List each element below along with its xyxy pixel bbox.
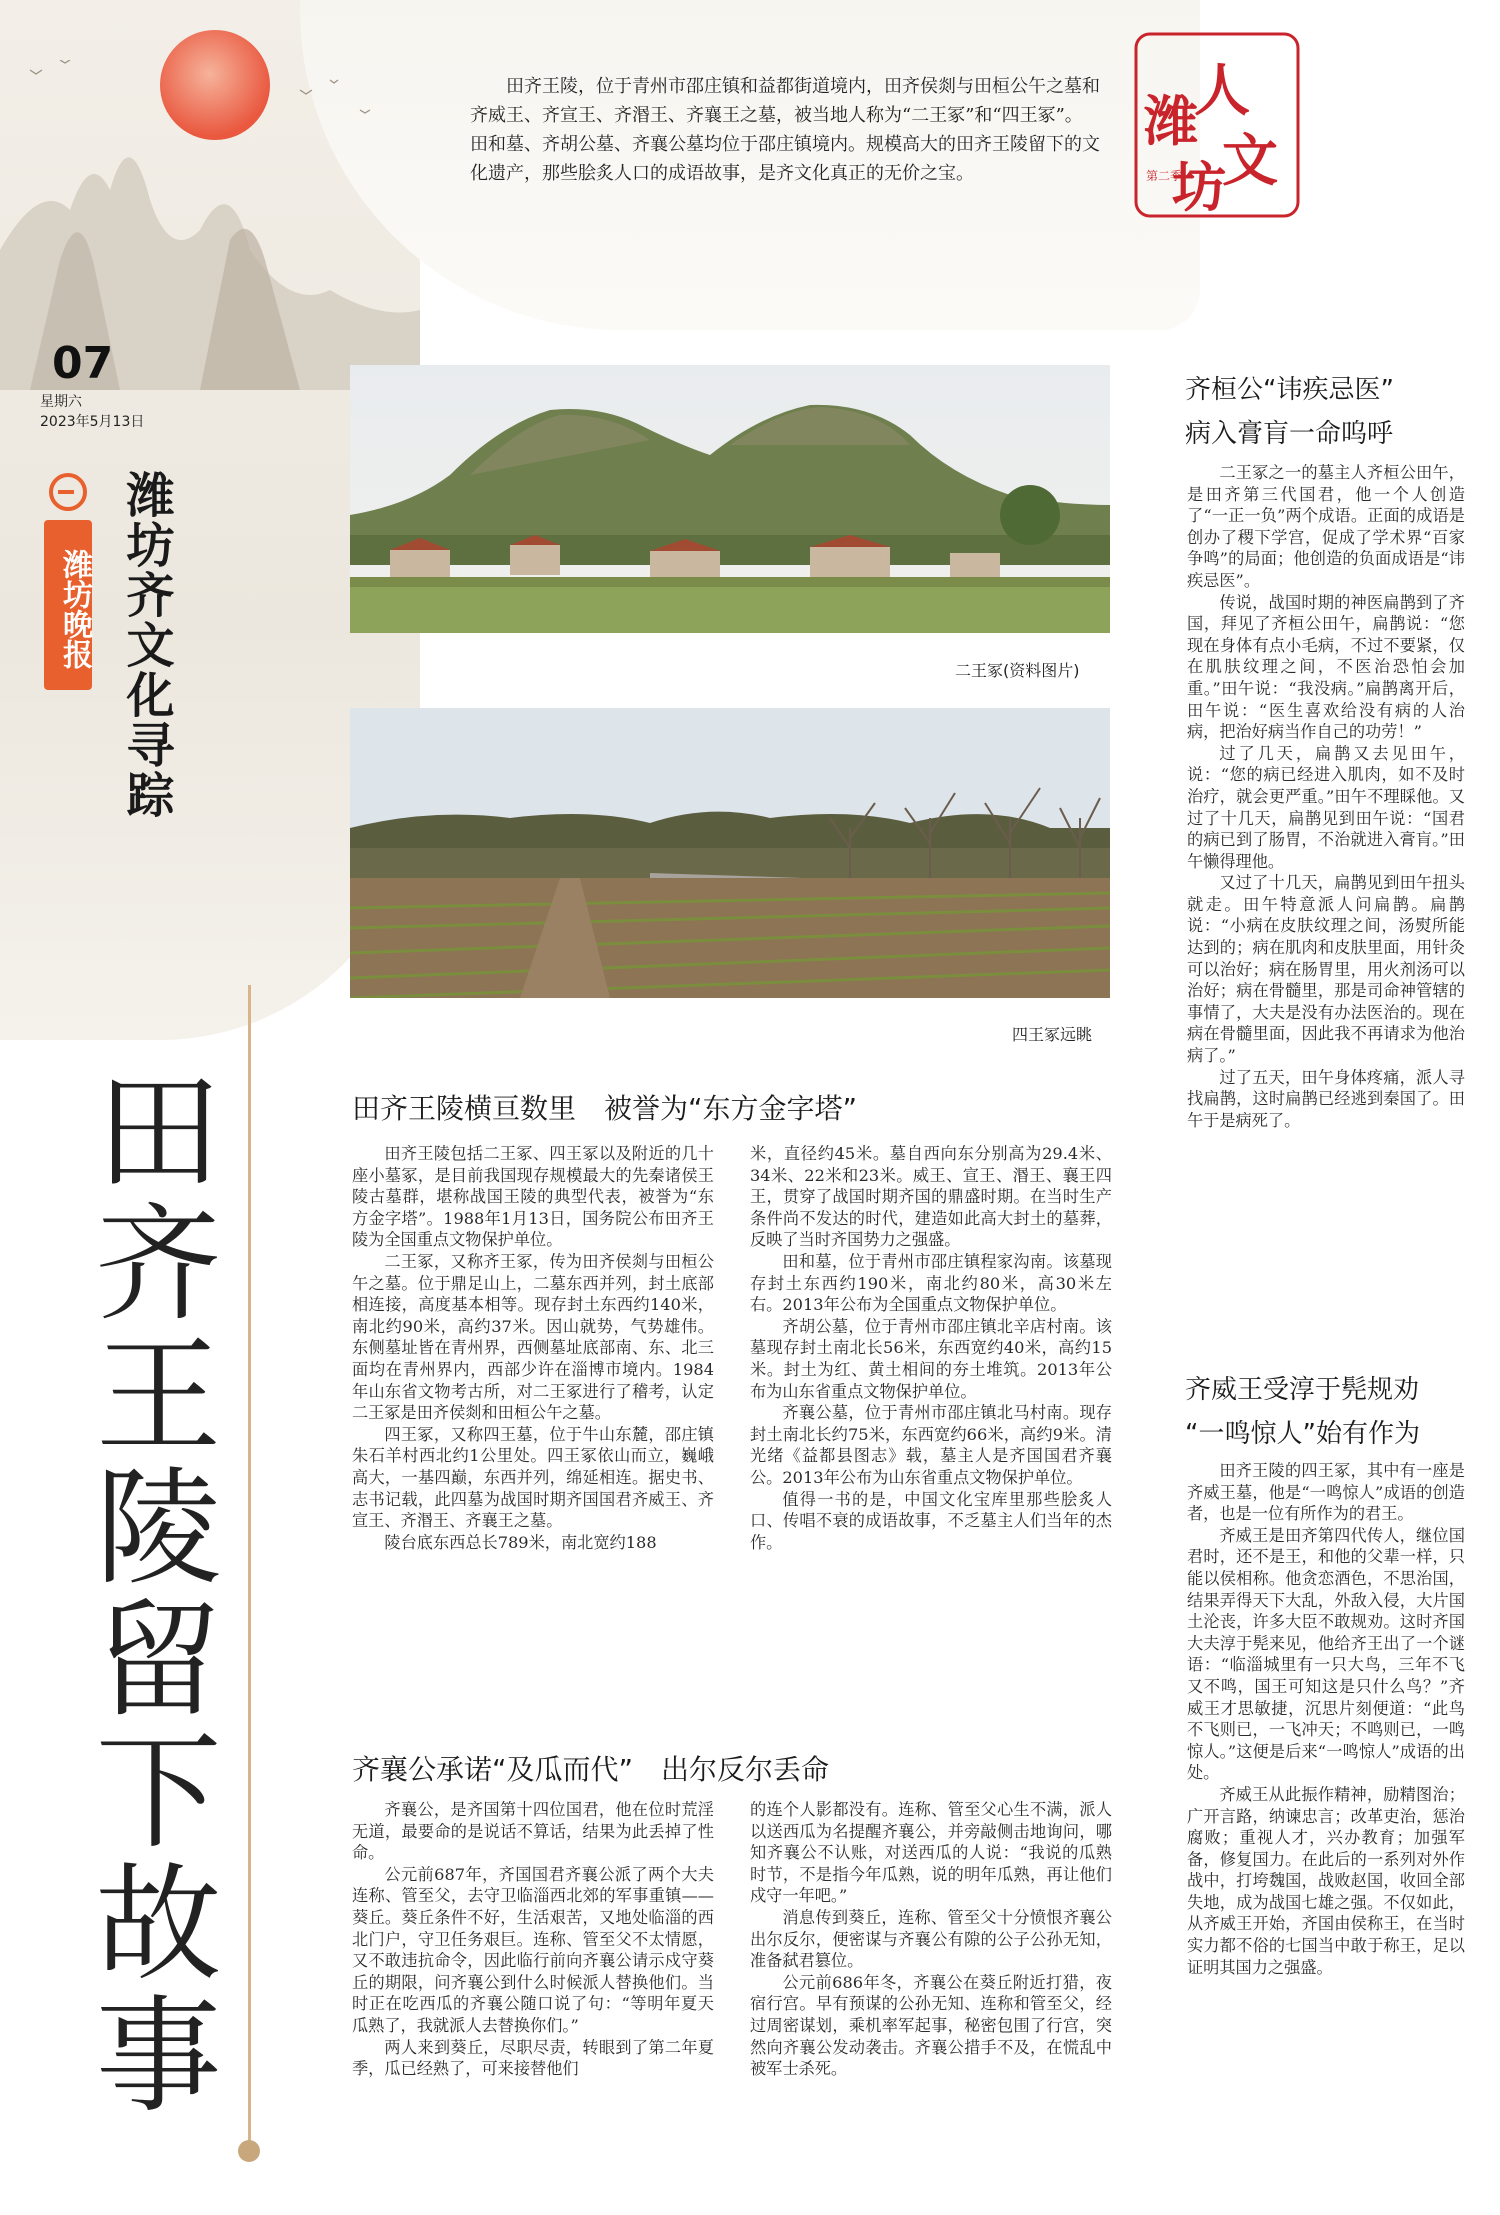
headline-rule-dot bbox=[238, 2140, 260, 2162]
paragraph: 田和墓，位于青州市邵庄镇程家沟南。该墓现存封土东西约190米，南北约80米，高30米左右。2013年公布为全国重点文物保护单位。 bbox=[750, 1251, 1112, 1315]
paragraph: 米，直径约45米。墓自西向东分别高为29.4米、34米、22米和23米。威王、宣王、湣王、襄王四王，贯穿了战国时期齐国的鼎盛时期。在当时生产条件尚不发达的时代，建造如此高大封土的墓葬，反映了当时齐国势力之强盛。 bbox=[750, 1144, 1112, 1250]
paragraph: 齐威王从此振作精神，励精图治；广开言路，纳谏忠言；改革吏治，惩治腐败；重视人才，兴办教育；加强军备，修复国力。在此后的一系列对外作战中，打垮魏国，战败赵国，收回全部失地，成为战国七雄之强。不仅如此，从齐威王开始，齐国由侯称王，在当时实力都不俗的七国当中敢于称王，足以证明其国力之强盛。 bbox=[1187, 1784, 1465, 1977]
paragraph: 齐襄公墓，位于青州市邵庄镇北马村南。现存封土南北长约75米，东西宽约66米，高约9米。清光绪《益都县图志》载，墓主人是齐国国君齐襄公。2013年公布为山东省重点文物保护单位。 bbox=[750, 1403, 1112, 1487]
svg-text:人: 人 bbox=[1194, 59, 1250, 124]
article3-title-line2: 病入膏肓一命呜呼 bbox=[1185, 419, 1394, 449]
paragraph: 陵台底东西总长789米，南北宽约188 bbox=[384, 1532, 657, 1552]
paragraph: 四王冢，又称四王墓，位于牛山东麓，邵庄镇朱石羊村西北约1公里处。四王冢依山而立，巍峨高大，一基四巅，东西并列，绵延相连。据史书、志书记载，此四墓为战国时期齐国国君齐威王、齐宣王、齐湣王、齐襄王之墓。 bbox=[352, 1424, 714, 1531]
paragraph: 田齐王陵的四王冢，其中有一座是齐威王墓，他是“一鸣惊人”成语的创造者，也是一位有所作为的君王。 bbox=[1187, 1461, 1465, 1524]
article2-title: 齐襄公承诺“及瓜而代” 出尔反尔丢命 bbox=[352, 1753, 830, 1786]
intro-paragraph: 田齐王陵，位于青州市邵庄镇和益都街道境内，田齐侯剡与田桓公午之墓和齐威王、齐宣王、齐湣王、齐襄王之墓，被当地人称为“二王冢”和“四王冢”。田和墓、齐胡公墓、齐襄公墓均位于邵庄镇境内。规模高大的田齐王陵留下的文化遗产，那些脍炙人口的成语故事，是齐文化真正的无价之宝。 bbox=[470, 76, 1100, 184]
issue-date: 2023年5月13日 bbox=[40, 414, 145, 430]
article2-col-right bbox=[750, 1799, 1112, 2080]
paragraph: 齐襄公，是齐国第十四位国君，他在位时荒淫无道，最要命的是说话不算话，结果为此丢掉了性命。 bbox=[352, 1800, 714, 1863]
newspaper-logo-icon bbox=[48, 472, 88, 512]
paragraph: 齐威王是田齐第四代传人，继位国君时，还不是王，和他的父辈一样，只能以侯相称。他贪恋酒色，不思治国，结果弄得天下大乱，外敌入侵，大片国土沦丧，许多大臣不敢规劝。这时齐国大夫淳于髡来见，他给齐王出了一个谜语：“临淄城里有一只大鸟，三年不飞又不鸣，国王可知这是只什么鸟？”齐威王才思敏捷，沉思片刻便道：“此鸟不飞则已，一飞冲天；不鸣则已，一鸣惊人。”这便是后来“一鸣惊人”成语的出处。 bbox=[1187, 1525, 1465, 1783]
paragraph: 过了几天，扁鹊又去见田午，说：“您的病已经进入肌肉，如不及时治疗，就会更严重。”田午不理睬他。又过了十几天，扁鹊见到田午说：“国君的病已到了肠胃，不治就进入膏肓。”田午懒得理他。 bbox=[1187, 743, 1465, 871]
page-headline: 田齐王陵留下故事 bbox=[75, 1065, 222, 2121]
column-name: 潍坊齐文化寻踪 bbox=[118, 470, 174, 820]
paragraph: 二王冢，又称齐王冢，传为田齐侯剡与田桓公午之墓。位于鼎足山上，二墓东西并列，封土底部相连接，高度基本相等。现存封土东西约140米，南北约90米，高约37米。因山就势，气势雄伟。东侧墓址皆在青州界，西侧墓址底部南、东、北三面均在青州界内，西部少许在淄博市境内。1984年山东省文物考古所，对二王冢进行了稽考，认定二王冢是田齐侯剡和田桓公午之墓。 bbox=[352, 1251, 714, 1423]
article4-title-line2: “一鸣惊人”始有作为 bbox=[1185, 1419, 1420, 1449]
article1-col-right bbox=[750, 1143, 1112, 1553]
headline-rule bbox=[248, 985, 251, 2155]
paragraph: 值得一书的是，中国文化宝库里那些脍炙人口、传唱不衰的成语故事，不乏墓主人们当年的杰作。 bbox=[750, 1489, 1112, 1552]
article4-body bbox=[1187, 1460, 1465, 1978]
paragraph: 公元前686年冬，齐襄公在葵丘附近打猎，夜宿行宫。早有预谋的公孙无知、连称和管至父，经过周密谋划，乘机率军起事，秘密包围了行宫，突然向齐襄公发动袭击。齐襄公措手不及，在慌乱中被军士杀死。 bbox=[750, 1972, 1112, 2079]
paragraph: 传说，战国时期的神医扁鹊到了齐国，拜见了齐桓公田午，扁鹊说：“您现在身体有点小毛病，不过不要紧，仅在肌肤纹理之间，不医治恐怕会加重。”田午说：“我没病。”扁鹊离开后，田午说：“医生喜欢给没有病的人治病，把治好病当作自己的功劳！” bbox=[1187, 592, 1465, 742]
date-line bbox=[40, 392, 144, 432]
photo-caption-1: 二王冢(资料图片) bbox=[955, 661, 1080, 680]
paragraph: 又过了十几天，扁鹊见到田午扭头就走。田午特意派人问扁鹊。扁鹊说：“小病在皮肤纹理之间，汤熨所能达到的；病在肌肉和皮肤里面，用针灸可以治好；病在肠胃里，用火剂汤可以治好；病在骨髓里，那是司命神管辖的事情了，大夫是没有办法医治的。现在病在骨髓里面，因此我不再请求为他治病了。” bbox=[1187, 873, 1465, 1066]
article3-body bbox=[1187, 462, 1465, 1131]
photo-two-king-tombs bbox=[350, 365, 1110, 633]
svg-text:第二季: 第二季 bbox=[1146, 169, 1183, 183]
article3-title-line1: 齐桓公“讳疾忌医” bbox=[1185, 375, 1394, 405]
svg-text:潍: 潍 bbox=[1144, 90, 1198, 153]
article4-title-line1: 齐威王受淳于髡规劝 bbox=[1185, 1375, 1420, 1405]
photo-four-king-tombs bbox=[350, 708, 1110, 998]
paragraph: 公元前687年，齐国国君齐襄公派了两个大夫连称、管至父，去守卫临淄西北郊的军事重镇——葵丘。葵丘条件不好，生活艰苦，又地处临淄的西北门户，守卫任务艰巨。连称、管至父不太情愿，又不敢违抗命令，因此临行前向齐襄公请示戍守葵丘的期限，问齐襄公到什么时候派人替换他们。当时正在吃西瓜的齐襄公随口说了句：“等明年夏天瓜熟了，我就派人去替换你们。” bbox=[352, 1864, 714, 2035]
svg-text:坊: 坊 bbox=[1172, 156, 1226, 219]
page-number: 07 bbox=[52, 338, 114, 389]
paragraph: 齐胡公墓，位于青州市邵庄镇北辛店村南。该墓现存封土南北长56米，东西宽约40米，高约15米。封土为红、黄土相间的夯土堆筑。2013年公布为山东省重点文物保护单位。 bbox=[750, 1316, 1112, 1401]
paragraph: 田齐王陵包括二王冢、四王冢以及附近的几十座小墓冢，是目前我国现存规模最大的先秦诸侯王陵古墓群，堪称战国王陵的典型代表，被誉为“东方金字塔”。1988年1月13日，国务院公布田齐王陵为全国重点文物保护单位。 bbox=[352, 1144, 714, 1250]
paragraph: 消息传到葵丘，连称、管至父十分愤恨齐襄公出尔反尔，便密谋与齐襄公有隙的公子公孙无知，准备弑君篡位。 bbox=[750, 1907, 1112, 1971]
column-seal-logo bbox=[1132, 30, 1302, 220]
paragraph: 两人来到葵丘，尽职尽责，转眼到了第二年夏季，瓜已经熟了，可来接替他们 bbox=[352, 2037, 714, 2079]
article4-title bbox=[1185, 1368, 1485, 1456]
paragraph: 的连个人影都没有。连称、管至父心生不满，派人以送西瓜为名提醒齐襄公，并旁敲侧击地询问，哪知齐襄公不认账，对送西瓜的人说：“我说的瓜熟时节，不是指今年瓜熟，说的明年瓜熟，再让他们戍守一年吧。” bbox=[750, 1800, 1112, 1906]
photo-caption-2: 四王冢远眺 bbox=[1012, 1025, 1093, 1044]
svg-text:文: 文 bbox=[1222, 129, 1278, 194]
paragraph: 二王冢之一的墓主人齐桓公田午，是田齐第三代国君，他一个人创造了“一正一负”两个成语。正面的成语是创办了稷下学宫，促成了学术界“百家争鸣”的局面；他创造的负面成语是“讳疾忌医”。 bbox=[1187, 463, 1465, 590]
weekday: 星期六 bbox=[40, 394, 82, 410]
article1-col-left bbox=[352, 1143, 714, 1553]
article1-title: 田齐王陵横亘数里 被誉为“东方金字塔” bbox=[352, 1092, 858, 1125]
paper-name: 潍坊晚报 bbox=[44, 520, 92, 690]
article3-title bbox=[1185, 368, 1485, 456]
article2-col-left bbox=[352, 1799, 714, 2080]
paragraph: 过了五天，田午身体疼痛，派人寻找扁鹊，这时扁鹊已经逃到秦国了。田午于是病死了。 bbox=[1187, 1067, 1465, 1130]
